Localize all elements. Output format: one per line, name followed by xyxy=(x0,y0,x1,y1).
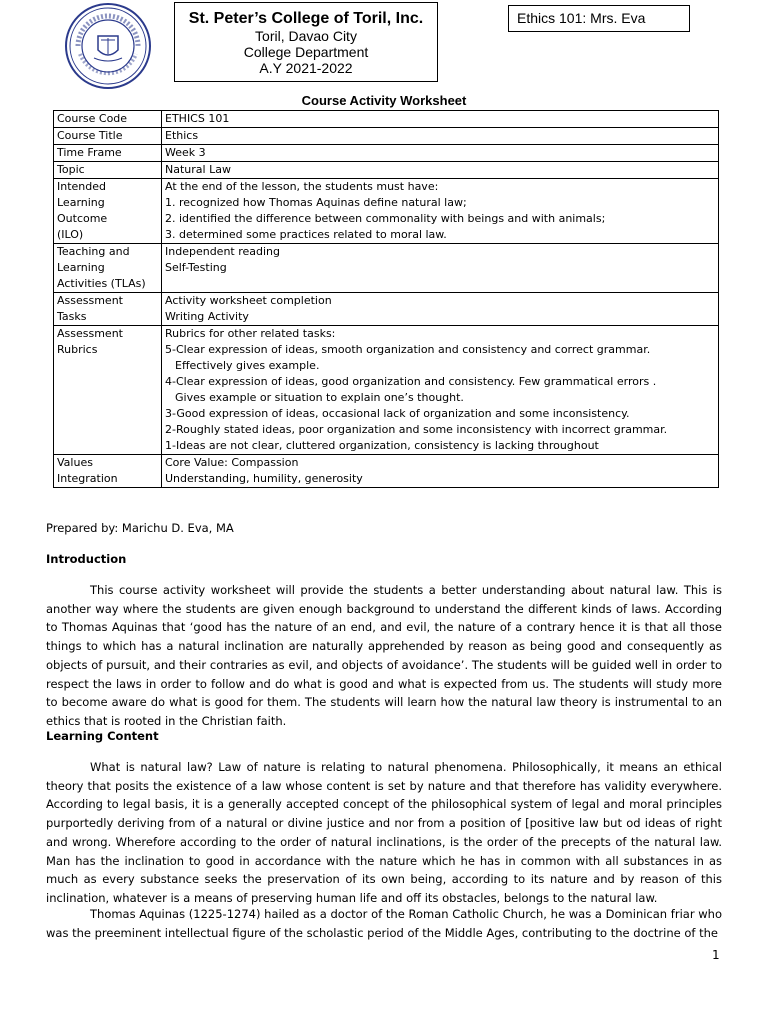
ilo-line: 3. determined some practices related to moral law. xyxy=(165,228,447,241)
ilo-label-line: Learning xyxy=(57,196,105,209)
ilo-line: At the end of the lesson, the students must have: xyxy=(165,180,439,193)
table-row xyxy=(54,128,719,145)
college-address: Toril, Davao City xyxy=(255,28,357,44)
course-title-value: Ethics xyxy=(162,128,719,145)
rubrics-label xyxy=(54,326,162,455)
learning-content-section-2 xyxy=(46,905,722,942)
page-number: 1 xyxy=(712,948,720,962)
course-code-value: ETHICS 101 xyxy=(162,111,719,128)
worksheet-title: Course Activity Worksheet xyxy=(301,93,467,108)
ilo-label-line: Intended xyxy=(57,180,107,193)
ilo-label-line: Outcome xyxy=(57,212,108,225)
tla-value xyxy=(162,244,719,293)
tla-label xyxy=(54,244,162,293)
college-name: St. Peter’s College of Toril, Inc. xyxy=(188,10,424,27)
rubrics-label-line: Rubrics xyxy=(57,343,98,356)
rubric-line: 2-Roughly stated ideas, poor organization and some inconsistency with incorrect grammar. xyxy=(165,423,668,436)
topic-label: Topic xyxy=(54,162,162,179)
rubrics-value xyxy=(162,326,719,455)
table-row xyxy=(54,111,719,128)
rubric-line: 5-Clear expression of ideas, smooth organization and consistency and correct grammar. xyxy=(165,343,651,356)
assessment-tasks-value xyxy=(162,293,719,326)
table-row xyxy=(54,162,719,179)
table-row xyxy=(54,244,719,293)
rubrics-label-line: Assessment xyxy=(57,327,123,340)
tla-line: Independent reading xyxy=(165,245,281,258)
time-frame-value: Week 3 xyxy=(162,145,719,162)
introduction-section xyxy=(46,581,722,731)
assessment-tasks-label xyxy=(54,293,162,326)
ilo-label-line: (ILO) xyxy=(57,228,84,241)
academic-year: A.Y 2021-2022 xyxy=(259,60,353,76)
table-row xyxy=(54,455,719,488)
ilo-value xyxy=(162,179,719,244)
college-department: College Department xyxy=(243,44,369,60)
rubric-line: Rubrics for other related tasks: xyxy=(165,327,336,340)
learning-content-paragraph: Thomas Aquinas (1225-1274) hailed as a doctor of the Roman Catholic Church, he was a Dominican friar who was the preeminent intellectual figure of the scholastic period of the Middle Ages, contributing to the doctrine of the xyxy=(46,907,722,940)
values-value xyxy=(162,455,719,488)
assessment-task-line: Writing Activity xyxy=(165,310,249,323)
assessment-tasks-label-line: Tasks xyxy=(57,310,87,323)
rubric-line: Gives example or situation to explain one’s thought. xyxy=(175,391,464,404)
learning-content-section xyxy=(46,758,722,908)
course-title-label: Course Title xyxy=(54,128,162,145)
table-row xyxy=(54,326,719,455)
ilo-line: 2. identified the difference between commonality with beings and with animals; xyxy=(165,212,606,225)
rubric-line: Effectively gives example. xyxy=(175,359,320,372)
ilo-line: 1. recognized how Thomas Aquinas define natural law; xyxy=(165,196,467,209)
course-info-table xyxy=(53,110,719,488)
tla-label-line: Learning xyxy=(57,261,105,274)
introduction-paragraph: This course activity worksheet will provide the students a better understanding about natural law. This is another way where the students are given enough background to understand the different kinds of laws. According to Thomas Aquinas that ‘good has the nature of an end, and evil, the nature of a contrary hence it is that all those things to which has a natural inclination are naturally apprehended by reason as being good and consequently as objects of pursuit, and their contraries as evil, and objects of avoidance’. The students will be guided well in order to respect the laws in order to follow and do what is good and what is expected from us. The students will study more to become aware do what is good for them. The students will learn how the natural law theory is instrumental to an ethics that is rooted in the Christian faith. xyxy=(46,583,722,728)
ilo-label xyxy=(54,179,162,244)
values-label-line: Values xyxy=(57,456,93,469)
learning-content-paragraph: What is natural law? Law of nature is relating to natural phenomena. Philosophically, it means an ethical theory that posits the existence of a law whose content is set by nature and that therefore has validity everywhere. According to legal basis, it is a generally accepted concept of the philosophical system of legal and moral principles purportedly deriving from of a natural or divine justice and nor from a position of [positive law but od ideas of right and wrong. Wherefore according to the order of natural inclinations, is the order of the precepts of the natural law. Man has the inclination to good in accordance with the nature which he has in common with all substances in as much as every substance seeks the preservation of its own being, according to its nature and by reason of this inclination, whatever is a means of preserving human life and off its obstacles, belongs to the natural law. xyxy=(46,760,722,905)
tla-line: Self-Testing xyxy=(165,261,227,274)
rubric-line: 3-Good expression of ideas, occasional lack of organization and some inconsistency. xyxy=(165,407,630,420)
time-frame-label: Time Frame xyxy=(54,145,162,162)
course-code-label: Course Code xyxy=(54,111,162,128)
table-row xyxy=(54,293,719,326)
table-row xyxy=(54,145,719,162)
values-line: Understanding, humility, generosity xyxy=(165,472,363,485)
table-row xyxy=(54,179,719,244)
college-header-box xyxy=(174,2,438,82)
assessment-tasks-label-line: Assessment xyxy=(57,294,123,307)
values-line: Core Value: Compassion xyxy=(165,456,299,469)
values-label xyxy=(54,455,162,488)
introduction-heading: Introduction xyxy=(46,552,127,566)
rubric-line: 1-Ideas are not clear, cluttered organization, consistency is lacking throughout xyxy=(165,439,599,452)
topic-value: Natural Law xyxy=(162,162,719,179)
rubric-line: 4-Clear expression of ideas, good organization and consistency. Few grammatical errors . xyxy=(165,375,657,388)
assessment-task-line: Activity worksheet completion xyxy=(165,294,332,307)
course-instructor-box: Ethics 101: Mrs. Eva xyxy=(508,5,690,32)
tla-label-line: Teaching and xyxy=(57,245,130,258)
values-label-line: Integration xyxy=(57,472,118,485)
learning-content-heading: Learning Content xyxy=(46,729,159,743)
college-seal-logo xyxy=(64,2,152,90)
tla-label-line: Activities (TLAs) xyxy=(57,277,146,290)
prepared-by: Prepared by: Marichu D. Eva, MA xyxy=(46,521,234,535)
